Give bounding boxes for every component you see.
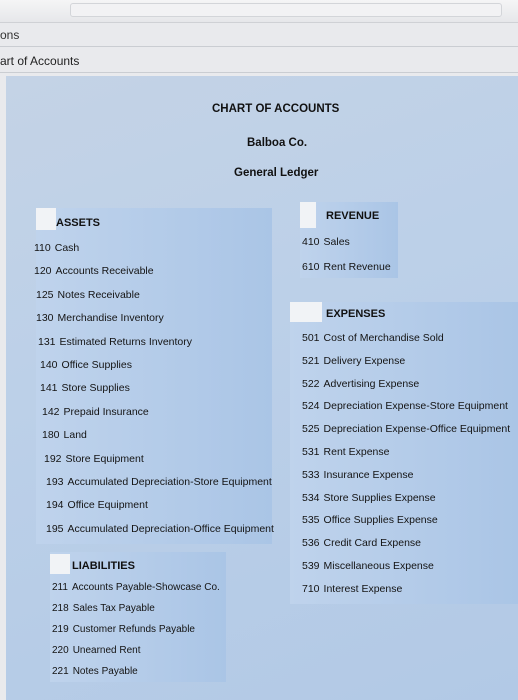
account-number: 501 — [302, 332, 320, 344]
account-number: 220 — [52, 645, 69, 656]
expenses-header-highlight — [290, 302, 322, 322]
account-row — [36, 289, 140, 301]
account-number: 110 — [34, 242, 51, 254]
divider — [0, 72, 518, 73]
account-name: Accounts Payable-Showcase Co. — [71, 582, 220, 593]
account-row — [302, 560, 434, 572]
account-name: Notes Receivable — [57, 288, 140, 301]
account-name: Office Supplies — [61, 359, 132, 371]
account-name: Office Equipment — [67, 499, 148, 512]
account-name: Rent Expense — [323, 446, 390, 458]
liabilities-header-highlight — [50, 554, 70, 574]
divider — [0, 46, 518, 47]
account-number: 539 — [302, 560, 320, 572]
account-number: 141 — [40, 382, 58, 395]
account-number: 131 — [38, 335, 56, 348]
account-row — [52, 603, 155, 614]
account-number: 533 — [302, 468, 320, 481]
account-row — [302, 423, 510, 435]
account-row — [44, 453, 144, 465]
account-name: Prepaid Insurance — [63, 405, 149, 418]
account-row — [42, 406, 149, 418]
ledger-name: General Ledger — [234, 167, 319, 179]
account-number: 536 — [302, 537, 320, 550]
account-number: 130 — [36, 312, 54, 325]
account-name: Notes Payable — [72, 666, 138, 677]
account-number: 534 — [302, 491, 320, 504]
account-number: 521 — [302, 354, 320, 367]
chart-of-accounts-document — [6, 76, 518, 700]
account-name: Advertising Expense — [323, 377, 420, 390]
page-heading: art of Accounts — [0, 54, 80, 68]
account-name: Merchandise Inventory — [57, 312, 164, 325]
account-name: Interest Expense — [323, 582, 403, 595]
account-number: 211 — [52, 582, 68, 593]
account-row — [302, 355, 405, 367]
expenses-heading: EXPENSES — [326, 308, 386, 320]
account-row — [302, 236, 350, 248]
account-number: 192 — [44, 452, 62, 465]
account-number: 525 — [302, 423, 320, 436]
account-name: Estimated Returns Inventory — [59, 335, 193, 348]
account-name: Delivery Expense — [323, 354, 406, 367]
account-row — [52, 645, 141, 656]
account-name: Insurance Expense — [323, 468, 414, 481]
account-number: 120 — [34, 265, 52, 278]
account-name: Store Equipment — [65, 452, 144, 465]
account-row — [302, 492, 436, 504]
account-number: 140 — [40, 359, 58, 371]
account-number: 193 — [46, 476, 64, 488]
assets-heading: ASSETS — [56, 217, 101, 229]
company-name: Balboa Co. — [247, 137, 308, 149]
account-row — [302, 583, 402, 595]
account-number: 610 — [302, 261, 320, 273]
revenue-heading: REVENUE — [326, 210, 380, 222]
account-name: Cost of Merchandise Sold — [323, 332, 444, 344]
account-name: Sales Tax Payable — [72, 603, 155, 614]
account-row — [302, 400, 508, 412]
account-name: Accumulated Depreciation-Office Equipment — [67, 522, 274, 535]
breadcrumb-section[interactable]: ons — [0, 28, 20, 42]
account-number: 410 — [302, 236, 320, 248]
account-number: 142 — [42, 405, 60, 418]
account-number: 180 — [42, 429, 60, 442]
account-row — [302, 446, 390, 458]
revenue-header-highlight — [300, 202, 316, 228]
account-row — [302, 469, 413, 481]
account-row — [52, 582, 220, 593]
account-row — [52, 666, 138, 677]
address-bar[interactable] — [70, 3, 502, 17]
account-name: Customer Refunds Payable — [72, 624, 195, 635]
account-row — [34, 242, 79, 254]
account-row — [38, 336, 192, 348]
account-number: 125 — [36, 288, 54, 301]
account-name: Accounts Receivable — [55, 265, 154, 278]
account-row — [42, 429, 87, 441]
account-row — [302, 514, 438, 526]
account-row — [36, 312, 164, 324]
assets-header-highlight — [36, 208, 56, 230]
account-name: Store Supplies Expense — [323, 491, 436, 504]
account-number: 531 — [302, 446, 320, 458]
document-title: CHART OF ACCOUNTS — [212, 103, 340, 115]
account-row — [302, 378, 419, 390]
account-number: 524 — [302, 400, 320, 413]
account-row — [40, 359, 132, 371]
account-number: 219 — [52, 624, 69, 635]
account-row — [302, 332, 444, 344]
account-row — [52, 624, 195, 635]
account-row — [46, 523, 274, 535]
browser-top-bar — [0, 0, 518, 23]
account-name: Cash — [54, 242, 80, 254]
account-name: Office Supplies Expense — [323, 514, 438, 527]
account-name: Rent Revenue — [323, 261, 391, 273]
account-row — [302, 261, 391, 273]
account-row — [34, 265, 154, 277]
account-name: Miscellaneous Expense — [323, 560, 434, 572]
account-name: Credit Card Expense — [323, 537, 421, 550]
account-name: Store Supplies — [61, 382, 130, 395]
account-name: Land — [63, 429, 87, 442]
account-row — [302, 537, 421, 549]
account-number: 195 — [46, 522, 64, 535]
account-name: Depreciation Expense-Store Equipment — [323, 400, 508, 413]
account-number: 221 — [52, 666, 69, 677]
assets-panel — [36, 208, 272, 544]
account-number: 710 — [302, 582, 320, 595]
account-name: Sales — [323, 236, 350, 248]
account-name: Depreciation Expense-Office Equipment — [323, 423, 511, 436]
liabilities-heading: LIABILITIES — [72, 560, 135, 572]
account-number: 194 — [46, 499, 64, 512]
account-name: Unearned Rent — [72, 645, 141, 656]
account-number: 522 — [302, 377, 320, 390]
account-name: Accumulated Depreciation-Store Equipment — [67, 476, 272, 488]
account-row — [46, 499, 148, 511]
account-number: 535 — [302, 514, 320, 527]
account-row — [40, 382, 130, 394]
account-row — [46, 476, 272, 488]
account-number: 218 — [52, 603, 69, 614]
